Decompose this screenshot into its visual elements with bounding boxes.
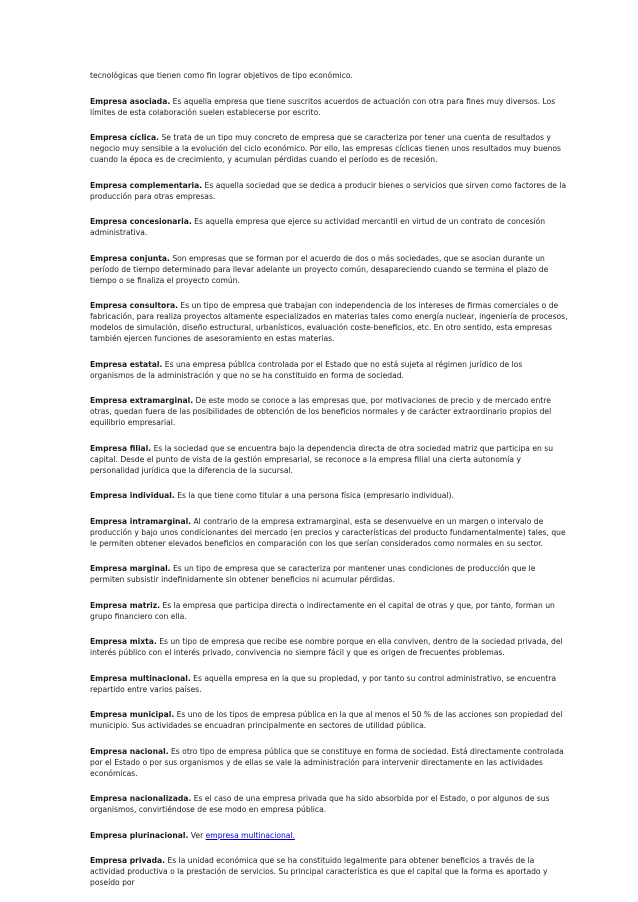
definition-text: Es uno de los tipos de empresa pública en la que al menos el 50 % de las acciones son propiedad del municipio. Sus actividades se encuadran principalmente en sectores de utilidad pública. <box>90 710 563 730</box>
definition-term: Empresa plurinacional. <box>90 830 189 840</box>
definition-text: Es aquella sociedad que se dedica a producir bienes o servicios que sirven como factores de la producción para otras empresas. <box>90 180 567 201</box>
definition-text: Al contrario de la empresa extramarginal, esta se desenvuelve en un margen o intervalo de producción y bajo unos condicionantes del mercado (en precios y características del producto fundamentalmente) tales, que le permiten obtener elevados beneficios en comparación con los que serían considerados como normales en su sector. <box>90 516 566 548</box>
definition-text: De este modo se conoce a las empresas que, por motivaciones de precio y de mercado entre otras, quedan fuera de las posibilidades de obtención de los beneficios normales y de carácter extraordinario propios del equilibrio empresarial. <box>90 396 552 427</box>
definition-text: Es la que tiene como titular a una persona física (empresario individual). <box>174 491 454 500</box>
definition-item <box>90 359 568 381</box>
definition-term: Empresa privada. <box>90 856 166 865</box>
definition-item <box>90 563 568 585</box>
definition-item <box>90 516 568 549</box>
definition-term: Empresa cíclica. <box>90 133 160 142</box>
definition-text: Ver <box>188 830 206 840</box>
definition-item <box>90 793 568 815</box>
definition-text: Es la sociedad que se encuentra bajo la dependencia directa de otra sociedad matriz que participa en su capital. Desde el punto de vista de la gestión empresarial, se reconoce a la empresa filial una cierta autonomía y personalidad jurídica que la diferencia de la sucursal. <box>90 443 554 475</box>
definition-text: Son empresas que se forman por el acuerdo de dos o más sociedades, que se asocian durante un período de tiempo determinado para llevar adelante un proyecto común, desapareciendo cuando se termina el plazo de tiempo o se finaliza el proyecto común. <box>90 253 549 285</box>
definition-text: Es otro tipo de empresa pública que se constituye en forma de sociedad. Está directamente controlada por el Estado o por sus organismos y de ellas se vale la administración para intervenir directamente en las actividades económicas. <box>90 746 564 778</box>
definition-text: Es la empresa que participa directa o indirectamente en el capital de otras y que, por tanto, forman un grupo financiero con ella. <box>90 600 555 621</box>
definition-term: Empresa intramarginal. <box>90 516 192 526</box>
definition-item <box>90 253 568 286</box>
definition-item <box>90 600 568 622</box>
definition-term: Empresa conjunta. <box>90 253 170 263</box>
definition-item <box>90 746 568 779</box>
definition-plurinacional <box>90 830 568 841</box>
definition-term: Empresa filial. <box>90 443 152 453</box>
definition-item <box>90 132 568 165</box>
definition-term: Empresa consultora. <box>90 301 178 310</box>
definition-item <box>90 216 568 238</box>
definition-text: Es un tipo de empresa que trabajan con independencia de los intereses de firmas comerciales o de fabricación, para realiza proyectos altamente especializados en materias tales como energía nuclear, ingeniería de procesos, modelos de simulación, diseño estructural, urbanísticos, evaluación coste-beneficios, etc. En otro sentido, esta empresas también ejercen funciones de asesoramiento en estas materias. <box>90 301 568 343</box>
definition-term: Empresa marginal. <box>90 564 171 573</box>
definition-text: Es aquella empresa que tiene suscritos acuerdos de actuación con otra para fines muy diversos. Los límites de esta colaboración suelen establecerse por escrito. <box>90 96 556 117</box>
definition-item <box>90 96 568 118</box>
definition-text: Es el caso de una empresa privada que ha sido absorbida por el Estado, o por algunos de sus organismos, convirtiéndose de ese modo en empresa pública. <box>90 794 550 814</box>
definition-term: Empresa complementaria. <box>90 180 203 190</box>
definition-text: Es un tipo de empresa que recibe ese nombre porque en ella conviven, dentro de la sociedad privada, del interés público con el interés privado, convivencia no siempre fácil y que es origen de frecuentes problemas. <box>90 637 563 657</box>
definition-term: Empresa estatal. <box>90 359 163 369</box>
definition-item <box>90 180 568 202</box>
definition-item <box>90 673 568 695</box>
definition-term: Empresa individual. <box>90 491 175 500</box>
multinacional-link[interactable]: empresa multinacional. <box>205 830 295 840</box>
definition-term: Empresa asociada. <box>90 96 171 106</box>
definition-term: Empresa multinacional. <box>90 673 191 683</box>
definition-term: Empresa nacionalizada. <box>90 794 192 803</box>
definitions-list <box>90 96 568 816</box>
definition-text: Es aquella empresa que ejerce su actividad mercantil en virtud de un contrato de concesión administrativa. <box>90 217 546 237</box>
definition-term: Empresa concesionaria. <box>90 217 192 226</box>
definition-text: Se trata de un tipo muy concreto de empresa que se caracteriza por tener una cuenta de resultados y negocio muy sensible a la evolución del ciclo económico. Por ello, las empresas cíclicas tienen unos resultados muy buenos cuando la época es de crecimiento, y acumulan pérdidas cuando el período es de recesión. <box>90 133 561 164</box>
definition-term: Empresa municipal. <box>90 710 175 719</box>
definition-term: Empresa matriz. <box>90 600 161 610</box>
definition-item <box>90 490 568 501</box>
definition-item <box>90 636 568 658</box>
definition-term: Empresa nacional. <box>90 746 169 756</box>
definition-text: Es la unidad económica que se ha constituido legalmente para obtener beneficios a través de la actividad productiva o la prestación de servicios. Su principal característica es que el capital que la forma es aportado y poseído por <box>90 856 548 887</box>
definition-item <box>90 709 568 731</box>
definition-term: Empresa extramarginal. <box>90 396 194 405</box>
definition-term: Empresa mixta. <box>90 637 157 646</box>
definition-item <box>90 395 568 428</box>
definition-text: Es una empresa pública controlada por el Estado que no está sujeta al régimen jurídico de los organismos de la administración y que no se ha constituido en forma de sociedad. <box>90 359 523 380</box>
definition-text: Es un tipo de empresa que se caracteriza por mantener unas condiciones de producción que le permiten subsistir indefinidamente sin obtener beneficios ni acumular pérdidas. <box>90 564 536 584</box>
definition-item <box>90 443 568 476</box>
definition-item <box>90 300 568 344</box>
definition-text: Es aquella empresa en la que su propiedad, y por tanto su control administrativo, se encuentra repartido entre varios países. <box>90 673 556 694</box>
definition-privada <box>90 855 568 888</box>
intro-paragraph: tecnológicas que tienen como fin lograr objetivos de tipo económico. <box>90 71 353 80</box>
